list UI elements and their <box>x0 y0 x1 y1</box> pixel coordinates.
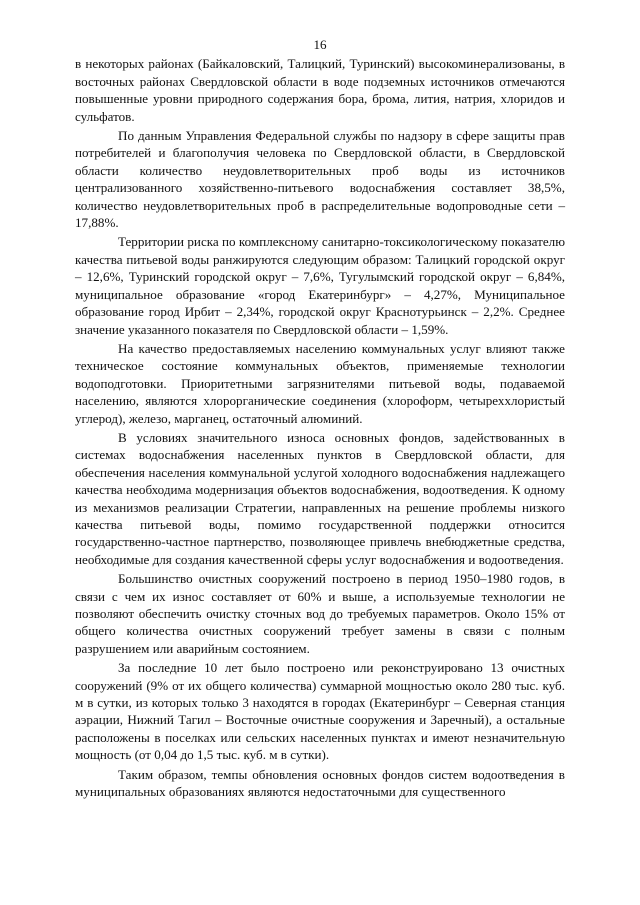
paragraph-8: Таким образом, темпы обновления основных фондов систем водоотведения в муниципальных образованиях являются недостаточными для существенного <box>75 766 565 800</box>
document-page <box>75 36 565 800</box>
paragraph-3: Территории риска по комплексному санитарно-токсикологическому показателю качества питьевой воды ранжируются следующим образом: Талицкий городской округ – 12,6%, Туринский городской округ – 7,6%, Тугулымский городской округ – 6,84%, муниципальное образование «город Екатеринбург» – 4,27%, Муниципальное образование город Ирбит – 2,34%, городской округ Краснотурьинск – 2,2%. Среднее значение указанного показателя по Свердловской области – 1,59%. <box>75 234 565 337</box>
paragraph-4: На качество предоставляемых населению коммунальных услуг влияют также техническое состояние коммунальных объектов, применяемые технологии водоподготовки. Приоритетными загрязнителями питьевой воды, подаваемой населению, являются хлорорганические соединения (хлороформ, четыреххлористый углерод), железо, марганец, остаточный алюминий. <box>75 340 565 426</box>
paragraph-2: По данным Управления Федеральной службы по надзору в сфере защиты прав потребителей и благополучия человека по Свердловской области, в Свердловской области количество неудовлетворительных проб воды из источников централизованного хозяйственно-питьевого водоснабжения составляет 38,5%, количество неудовлетворительных проб в распределительные водопроводные сети – 17,88%. <box>75 128 565 231</box>
paragraph-1: в некоторых районах (Байкаловский, Талицкий, Туринский) высокоминерализованы, в восточных районах Свердловской области в воде подземных источников отмечаются повышенные уровни природного содержания бора, брома, лития, натрия, хлоридов и сульфатов. <box>75 56 565 124</box>
paragraph-7: За последние 10 лет было построено или реконструировано 13 очистных сооружений (9% от их общего количества) суммарной мощностью около 280 тыс. куб. м в сутки, из которых только 3 находятся в городах (Екатеринбург – Северная станция аэрации, Нижний Тагил – Восточные очистные сооружения и Заречный), а остальные расположены в поселках или сельских населенных пунктах и имеют незначительную мощность (от 0,04 до 1,5 тыс. куб. м в сутки). <box>75 660 565 763</box>
paragraph-6: Большинство очистных сооружений построено в период 1950–1980 годов, в связи с чем их износ составляет от 60% и выше, а используемые технологии не позволяют обеспечить очистку сточных вод до требуемых параметров. Около 15% от общего количества очистных сооружений требует замены в связи с полным разрушением или аварийным состоянием. <box>75 571 565 656</box>
page-number: 16 <box>313 37 327 52</box>
paragraph-5: В условиях значительного износа основных фондов, задействованных в системах водоснабжения населенных пунктов в Свердловской области, для обеспечения населения коммунальной услугой холодного водоснабжения надлежащего качества необходима модернизация объектов водоснабжения, водоотведения. К одному из механизмов реализации Стратегии, направленных на решение проблемы низкого качества питьевой воды, помимо государственной поддержки относится государственно-частное партнерство, позволяющее привлечь внебюджетные средства, необходимые для создания качественной сферы услуг водоснабжения и водоотведения. <box>75 429 565 567</box>
